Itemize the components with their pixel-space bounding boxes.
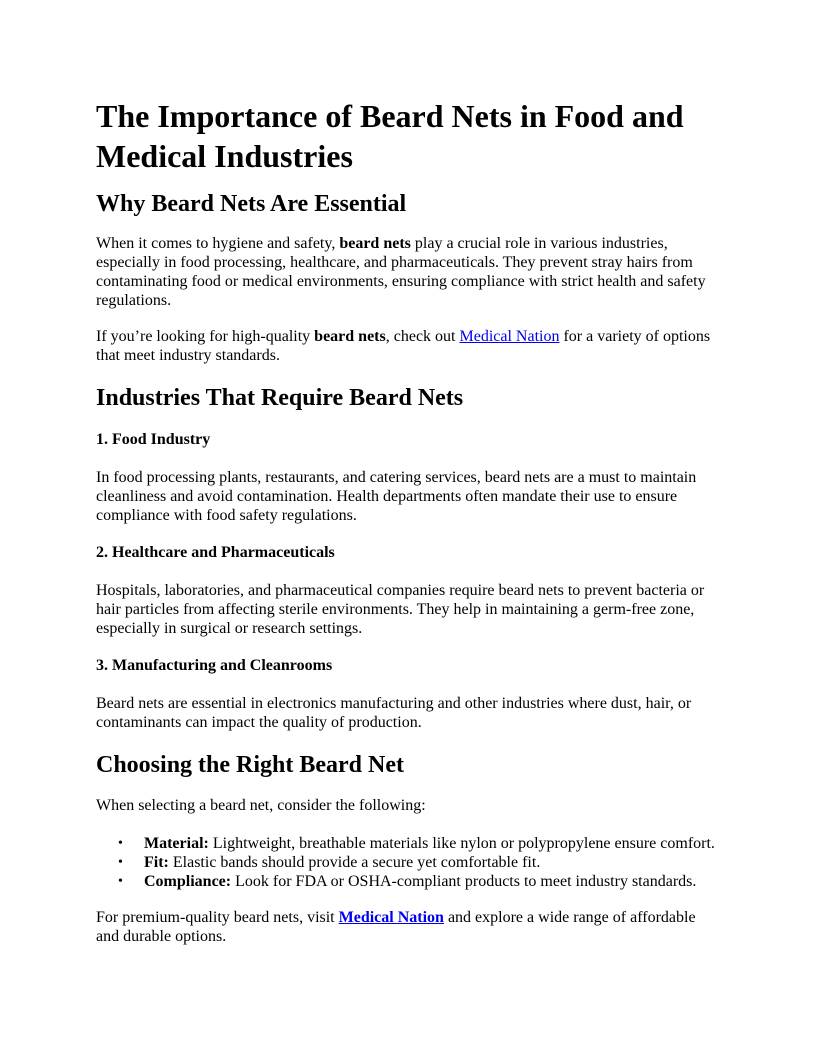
bullet-label: Fit: <box>144 854 169 871</box>
paragraph-food-industry: In food processing plants, restaurants, and catering services, beard nets are a must to maintain cleanliness and avoid contamination. Health departments often mandate their use to ensure compliance with food safety regulations. <box>96 469 697 524</box>
bold-keyword: beard nets <box>314 328 386 345</box>
paragraph-manufacturing: Beard nets are essential in electronics manufacturing and other industries where dust, hair, or contaminants can impact the quality of production. <box>96 695 692 731</box>
list-item <box>96 853 736 872</box>
subheading-food-industry: 1. Food Industry <box>96 431 211 448</box>
list-item <box>96 872 736 891</box>
text-span: When it comes to hygiene and safety, <box>96 235 340 252</box>
bullet-text: Look for FDA or OSHA-compliant products to meet industry standards. <box>231 873 697 890</box>
bullet-text: Lightweight, breathable materials like nylon or polypropylene ensure comfort. <box>208 835 715 852</box>
bullet-list <box>96 834 736 891</box>
paragraph-closing <box>96 908 720 946</box>
subheading-healthcare: 2. Healthcare and Pharmaceuticals <box>96 544 335 561</box>
paragraph-why-cta <box>96 327 720 365</box>
text-span: , check out <box>385 328 460 345</box>
text-span: for a variety of options that meet industry standards. <box>96 328 711 364</box>
section-heading-why: Why Beard Nets Are Essential <box>96 191 407 217</box>
list-item <box>96 834 736 853</box>
text-span: If you’re looking for high-quality <box>96 328 315 345</box>
section-heading-choosing: Choosing the Right Beard Net <box>96 752 405 778</box>
paragraph-why-intro <box>96 234 720 310</box>
medical-nation-link-bold[interactable]: Medical Nation <box>338 909 444 926</box>
bullet-text: Elastic bands should provide a secure yet comfortable fit. <box>168 854 541 871</box>
subheading-manufacturing: 3. Manufacturing and Cleanrooms <box>96 657 333 674</box>
bullet-label: Material: <box>144 835 209 852</box>
page-title: The Importance of Beard Nets in Food and Medical Industries <box>96 98 684 174</box>
bullet-icon: • <box>118 836 123 851</box>
section-heading-industries: Industries That Require Beard Nets <box>96 385 464 411</box>
bullet-icon: • <box>118 874 123 889</box>
text-span: For premium-quality beard nets, visit <box>96 909 339 926</box>
paragraph-choosing-intro: When selecting a beard net, consider the following: <box>96 797 426 814</box>
bullet-icon: • <box>118 855 123 870</box>
paragraph-healthcare: Hospitals, laboratories, and pharmaceutical companies require beard nets to prevent bacteria or hair particles from affecting sterile environments. They help in maintaining a germ-free zone, especially in surgical or research settings. <box>96 582 705 637</box>
medical-nation-link[interactable]: Medical Nation <box>459 328 560 345</box>
text-span: and explore a wide range of affordable and durable options. <box>96 909 696 945</box>
text-span: play a crucial role in various industries, especially in food processing, healthcare, and pharmaceuticals. They prevent stray hairs from contaminating food or medical environments, ensuring compliance with strict health and safety regulations. <box>96 235 706 309</box>
bullet-label: Compliance: <box>144 873 232 890</box>
bold-keyword: beard nets <box>339 235 411 252</box>
